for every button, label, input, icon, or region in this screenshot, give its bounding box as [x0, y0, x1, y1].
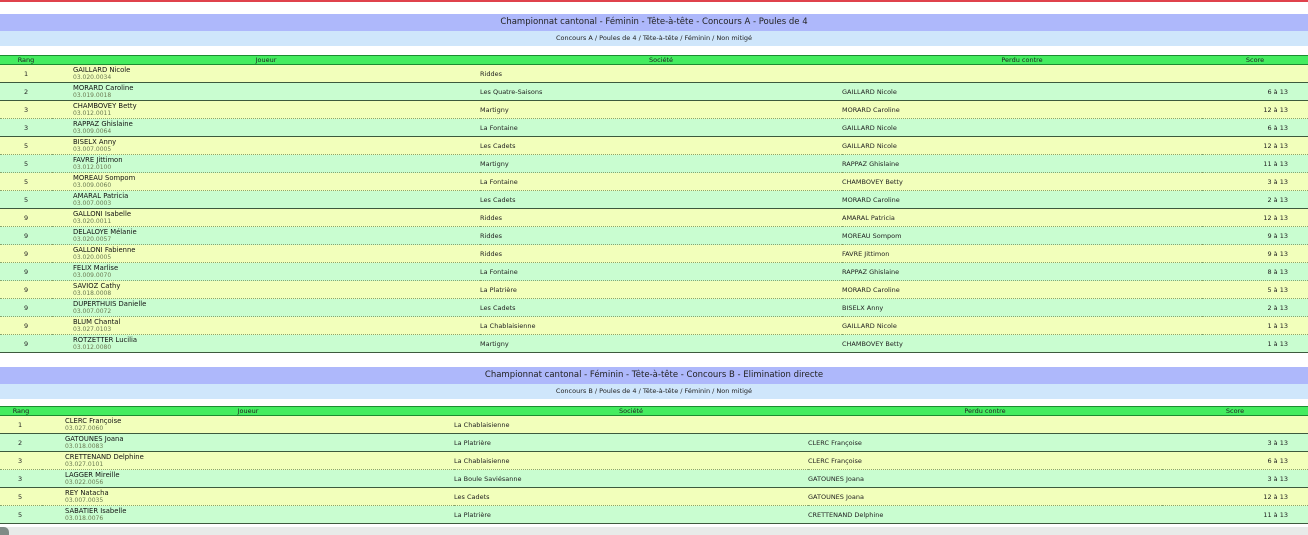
lost-against-cell: MOREAU Sompom: [842, 227, 1202, 245]
lost-against-cell: CLERC Françoise: [808, 452, 1162, 470]
table-row: [0, 299, 1308, 317]
player-cell: [42, 434, 454, 452]
table-row: [0, 245, 1308, 263]
rank-cell: 5: [0, 488, 42, 506]
player-name: REY Natacha: [65, 488, 109, 497]
player-cell: [52, 263, 480, 281]
score-cell: 12 à 13: [1202, 137, 1308, 155]
col-header-perdu: Perdu contre: [842, 56, 1202, 65]
player-cell: [52, 281, 480, 299]
table-header-row: [0, 56, 1308, 65]
player-name: BISELX Anny: [73, 137, 117, 146]
player-name: CHAMBOVEY Betty: [73, 101, 137, 110]
player-cell: [52, 245, 480, 263]
rank-cell: 1: [0, 65, 52, 83]
col-header-rang: Rang: [0, 56, 52, 65]
score-cell: 12 à 13: [1202, 101, 1308, 119]
table-row: [0, 173, 1308, 191]
score-cell: 2 à 13: [1202, 191, 1308, 209]
player-cell: [52, 317, 480, 335]
club-cell: Riddes: [480, 245, 842, 263]
top-accent-line: [0, 0, 1308, 2]
player-cell: [52, 299, 480, 317]
player-cell: [42, 470, 454, 488]
player-license: 03.012.0080: [73, 343, 112, 351]
club-cell: Les Quatre-Saisons: [480, 83, 842, 101]
player-name: SABATIER Isabelle: [65, 506, 127, 515]
player-name: DELALOYE Mélanie: [73, 227, 137, 236]
club-cell: Les Cadets: [480, 137, 842, 155]
player-name: ROTZETTER Lucilia: [73, 335, 138, 344]
table-row: [0, 263, 1308, 281]
lost-against-cell: MORARD Caroline: [842, 101, 1202, 119]
player-license: 03.009.0070: [73, 271, 112, 279]
lost-against-cell: GATOUNES Joana: [808, 470, 1162, 488]
club-cell: La Boule Saviésanne: [454, 470, 808, 488]
club-cell: La Chablaisienne: [480, 317, 842, 335]
concours-a-body: [0, 65, 1308, 353]
player-license: 03.022.0056: [65, 478, 104, 486]
rank-cell: 9: [0, 227, 52, 245]
lost-against-cell: GAILLARD Nicole: [842, 83, 1202, 101]
table-row: [0, 335, 1308, 353]
table-header-row: [0, 407, 1308, 416]
col-header-societe: Société: [454, 407, 808, 416]
lost-against-cell: GATOUNES Joana: [808, 488, 1162, 506]
concours-a-table: [0, 55, 1308, 353]
score-cell: [1162, 416, 1308, 434]
lost-against-cell: RAPPAZ Ghislaine: [842, 155, 1202, 173]
rank-cell: 9: [0, 281, 52, 299]
player-name: AMARAL Patricia: [73, 191, 129, 200]
table-row: [0, 452, 1308, 470]
lost-against-cell: CHAMBOVEY Betty: [842, 173, 1202, 191]
score-cell: 12 à 13: [1202, 209, 1308, 227]
player-name: MORARD Caroline: [73, 83, 134, 92]
score-cell: 9 à 13: [1202, 245, 1308, 263]
table-row: [0, 83, 1308, 101]
player-cell: [52, 335, 480, 353]
table-row: [0, 506, 1308, 524]
score-cell: 1 à 13: [1202, 317, 1308, 335]
lost-against-cell: FAVRE Jittimon: [842, 245, 1202, 263]
rank-cell: 5: [0, 173, 52, 191]
col-header-joueur: Joueur: [42, 407, 454, 416]
player-license: 03.018.0076: [65, 514, 104, 522]
player-cell: [52, 65, 480, 83]
rank-cell: 1: [0, 416, 42, 434]
player-license: 03.012.0011: [73, 109, 112, 117]
club-cell: La Fontaine: [480, 263, 842, 281]
club-cell: Martigny: [480, 101, 842, 119]
col-header-score: Score: [1202, 56, 1308, 65]
lost-against-cell: [808, 416, 1162, 434]
club-cell: Les Cadets: [454, 488, 808, 506]
table-row: [0, 101, 1308, 119]
table-row: [0, 191, 1308, 209]
score-cell: 3 à 13: [1202, 173, 1308, 191]
lost-against-cell: RAPPAZ Ghislaine: [842, 263, 1202, 281]
rank-cell: 9: [0, 245, 52, 263]
player-license: 03.019.0018: [73, 91, 112, 99]
table-row: [0, 155, 1308, 173]
table-row: [0, 317, 1308, 335]
club-cell: La Fontaine: [480, 119, 842, 137]
concours-a-title: Championnat cantonal - Féminin - Tête-à-tête - Concours A - Poules de 4: [0, 14, 1308, 31]
table-row: [0, 119, 1308, 137]
player-cell: [52, 191, 480, 209]
club-cell: Riddes: [480, 209, 842, 227]
player-license: 03.007.0035: [65, 496, 104, 504]
player-name: MOREAU Sompom: [73, 173, 136, 182]
player-cell: [42, 488, 454, 506]
score-cell: 3 à 13: [1162, 434, 1308, 452]
table-row: [0, 65, 1308, 83]
player-name: CRETTENAND Delphine: [65, 452, 144, 461]
lost-against-cell: GAILLARD Nicole: [842, 317, 1202, 335]
player-license: 03.027.0060: [65, 424, 104, 432]
concours-b-table: [0, 406, 1308, 524]
player-license: 03.018.0008: [73, 289, 112, 297]
rank-cell: 5: [0, 191, 52, 209]
rank-cell: 3: [0, 101, 52, 119]
club-cell: La Fontaine: [480, 173, 842, 191]
player-name: GALLONI Fabienne: [73, 245, 136, 254]
table-row: [0, 281, 1308, 299]
table-row: [0, 137, 1308, 155]
table-row: [0, 488, 1308, 506]
player-license: 03.018.0083: [65, 442, 104, 450]
player-cell: [52, 155, 480, 173]
rank-cell: 3: [0, 119, 52, 137]
club-cell: Riddes: [480, 65, 842, 83]
score-cell: 11 à 13: [1162, 506, 1308, 524]
club-cell: Les Cadets: [480, 299, 842, 317]
table-row: [0, 470, 1308, 488]
player-name: GATOUNES Joana: [65, 434, 124, 443]
lost-against-cell: [842, 65, 1202, 83]
col-header-joueur: Joueur: [52, 56, 480, 65]
score-cell: 9 à 13: [1202, 227, 1308, 245]
lost-against-cell: CRETTENAND Delphine: [808, 506, 1162, 524]
player-license: 03.020.0011: [73, 217, 112, 225]
player-cell: [42, 416, 454, 434]
table-row: [0, 416, 1308, 434]
player-name: CLERC Françoise: [65, 416, 122, 425]
score-cell: 3 à 13: [1162, 470, 1308, 488]
concours-b-body: [0, 416, 1308, 524]
score-cell: 6 à 13: [1202, 119, 1308, 137]
lost-against-cell: CHAMBOVEY Betty: [842, 335, 1202, 353]
player-license: 03.020.0057: [73, 235, 112, 243]
club-cell: Martigny: [480, 155, 842, 173]
player-cell: [52, 137, 480, 155]
player-name: GAILLARD Nicole: [73, 65, 131, 74]
player-cell: [52, 209, 480, 227]
score-cell: [1202, 65, 1308, 83]
rank-cell: 9: [0, 335, 52, 353]
score-cell: 6 à 13: [1162, 452, 1308, 470]
player-license: 03.007.0072: [73, 307, 112, 315]
rank-cell: 5: [0, 137, 52, 155]
rank-cell: 2: [0, 83, 52, 101]
scrollbar-thumb[interactable]: [0, 527, 9, 535]
player-name: LAGGER Mireille: [65, 470, 120, 479]
horizontal-scrollbar[interactable]: [0, 527, 1308, 535]
club-cell: Martigny: [480, 335, 842, 353]
score-cell: 1 à 13: [1202, 335, 1308, 353]
player-name: GALLONI Isabelle: [73, 209, 132, 218]
lost-against-cell: CLERC Françoise: [808, 434, 1162, 452]
club-cell: La Chablaisienne: [454, 416, 808, 434]
rank-cell: 3: [0, 452, 42, 470]
col-header-rang: Rang: [0, 407, 42, 416]
lost-against-cell: GAILLARD Nicole: [842, 119, 1202, 137]
player-cell: [42, 506, 454, 524]
player-name: SAVIOZ Cathy: [73, 281, 121, 290]
lost-against-cell: MORARD Caroline: [842, 191, 1202, 209]
concours-b-section: [0, 367, 1308, 524]
player-license: 03.020.0005: [73, 253, 112, 261]
player-license: 03.007.0003: [73, 199, 112, 207]
player-cell: [52, 83, 480, 101]
player-name: FAVRE Jittimon: [73, 155, 123, 164]
score-cell: 11 à 13: [1202, 155, 1308, 173]
rank-cell: 5: [0, 506, 42, 524]
club-cell: Les Cadets: [480, 191, 842, 209]
player-cell: [52, 101, 480, 119]
rank-cell: 3: [0, 470, 42, 488]
concours-b-title: Championnat cantonal - Féminin - Tête-à-tête - Concours B - Elimination directe: [0, 367, 1308, 384]
club-cell: La Platrière: [454, 434, 808, 452]
player-cell: [42, 452, 454, 470]
player-license: 03.009.0060: [73, 181, 112, 189]
club-cell: Riddes: [480, 227, 842, 245]
score-cell: 12 à 13: [1162, 488, 1308, 506]
player-license: 03.020.0034: [73, 73, 112, 81]
table-row: [0, 209, 1308, 227]
player-cell: [52, 227, 480, 245]
score-cell: 8 à 13: [1202, 263, 1308, 281]
lost-against-cell: MORARD Caroline: [842, 281, 1202, 299]
table-row: [0, 227, 1308, 245]
lost-against-cell: BISELX Anny: [842, 299, 1202, 317]
player-license: 03.027.0101: [65, 460, 104, 468]
rank-cell: 9: [0, 263, 52, 281]
lost-against-cell: GAILLARD Nicole: [842, 137, 1202, 155]
player-name: DUPERTHUIS Danielle: [73, 299, 147, 308]
rank-cell: 9: [0, 299, 52, 317]
player-name: BLUM Chantal: [73, 317, 121, 326]
concours-a-subtitle: Concours A / Poules de 4 / Tête-à-tête / Féminin / Non mitigé: [0, 31, 1308, 46]
rank-cell: 5: [0, 155, 52, 173]
player-license: 03.012.0100: [73, 163, 112, 171]
club-cell: La Platrière: [454, 506, 808, 524]
player-license: 03.007.0005: [73, 145, 112, 153]
concours-a-section: [0, 14, 1308, 353]
score-cell: 2 à 13: [1202, 299, 1308, 317]
rank-cell: 2: [0, 434, 42, 452]
club-cell: La Chablaisienne: [454, 452, 808, 470]
player-name: RAPPAZ Ghislaine: [73, 119, 133, 128]
col-header-score: Score: [1162, 407, 1308, 416]
col-header-perdu: Perdu contre: [808, 407, 1162, 416]
rank-cell: 9: [0, 209, 52, 227]
player-name: FELIX Marlise: [73, 263, 119, 272]
concours-b-subtitle: Concours B / Poules de 4 / Tête-à-tête / Féminin / Non mitigé: [0, 384, 1308, 399]
score-cell: 6 à 13: [1202, 83, 1308, 101]
player-cell: [52, 119, 480, 137]
player-license: 03.027.0103: [73, 325, 112, 333]
table-row: [0, 434, 1308, 452]
col-header-societe: Société: [480, 56, 842, 65]
club-cell: La Platrière: [480, 281, 842, 299]
rank-cell: 9: [0, 317, 52, 335]
lost-against-cell: AMARAL Patricia: [842, 209, 1202, 227]
player-license: 03.009.0064: [73, 127, 112, 135]
player-cell: [52, 173, 480, 191]
score-cell: 5 à 13: [1202, 281, 1308, 299]
